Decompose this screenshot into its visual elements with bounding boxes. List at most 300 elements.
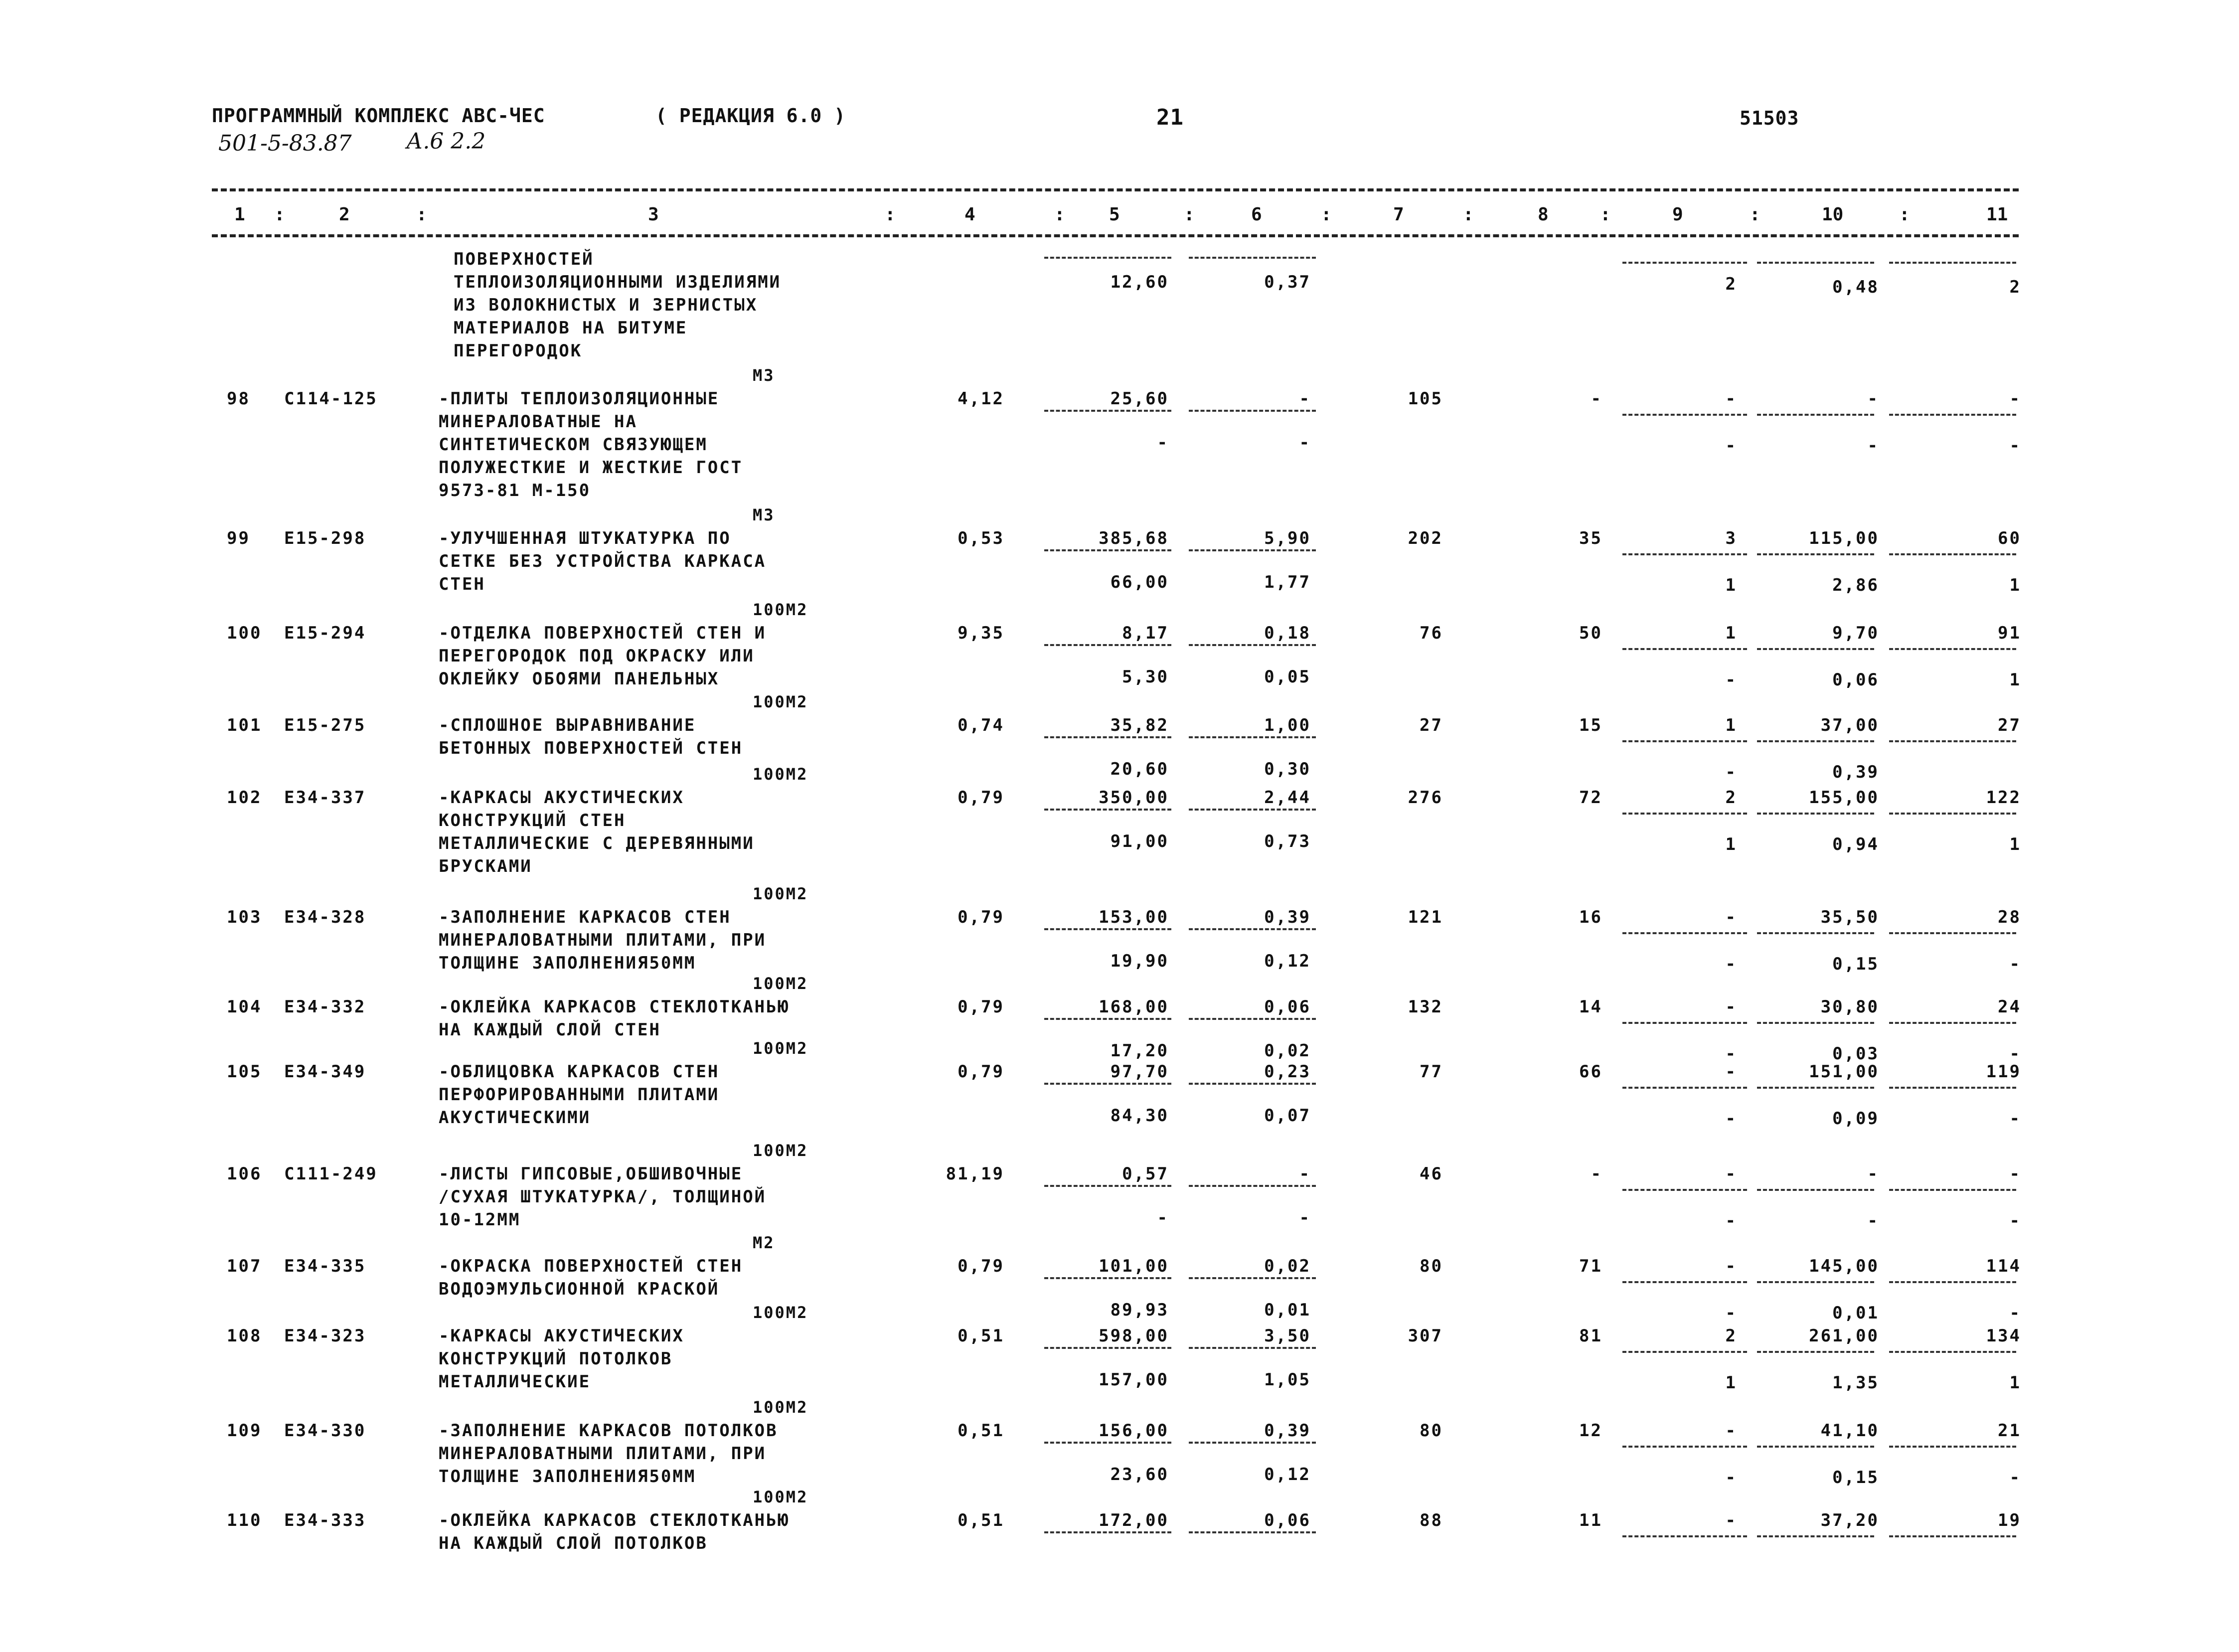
dash-line (1189, 1018, 1316, 1020)
dash-line (1757, 648, 1874, 650)
row-col8: 71 (1579, 1256, 1602, 1276)
column-separator: : (274, 204, 285, 225)
row-col7: 80 (1420, 1256, 1443, 1276)
row-col6-secondary: 1,77 (1264, 572, 1311, 592)
column-header-9: 9 (1672, 204, 1683, 225)
dash-line (1757, 932, 1874, 934)
row-col7: 46 (1420, 1164, 1443, 1184)
row-col9-secondary: 1 (1725, 834, 1737, 854)
row-col11-secondary: - (2009, 1109, 2021, 1129)
row-col11: - (2009, 389, 2021, 409)
dash-line (1889, 813, 2016, 815)
dash-line (1189, 1531, 1316, 1533)
row-code: Е34-335 (284, 1256, 366, 1276)
row-number: 103 (227, 907, 262, 927)
row-col9: 1 (1725, 623, 1737, 643)
dash-line (1757, 1535, 1874, 1537)
dash-line (1889, 553, 2016, 555)
row-col9: 3 (1725, 528, 1737, 548)
row-col11: 24 (1998, 997, 2021, 1017)
row-description-line: КОНСТРУКЦИЙ ПОТОЛКОВ (439, 1349, 673, 1369)
column-separator: : (1321, 204, 1332, 225)
row-col5-secondary: - (1157, 433, 1169, 453)
row-col11-secondary: - (2009, 436, 2021, 456)
dash-line (1889, 740, 2016, 742)
row-code: Е34-330 (284, 1421, 366, 1441)
row-col10-secondary: 0,39 (1832, 762, 1879, 782)
row-col11: 122 (1986, 788, 2021, 808)
column-header-3: 3 (648, 204, 659, 225)
dash-line (1044, 1347, 1171, 1349)
row-col8: - (1591, 1164, 1602, 1184)
row-col11: 21 (1998, 1421, 2021, 1441)
dash-line (1622, 1281, 1747, 1283)
column-separator: : (416, 204, 427, 225)
row-col7: 27 (1420, 715, 1443, 735)
row-col5-secondary: 23,60 (1110, 1465, 1169, 1485)
dash-line (1757, 1446, 1874, 1448)
row-col6: 5,90 (1264, 528, 1311, 548)
column-header-11: 11 (1986, 204, 2008, 225)
row-col5: 101,00 (1099, 1256, 1169, 1276)
dash-line (1044, 736, 1171, 738)
row-code: Е34-323 (284, 1326, 366, 1346)
row-col5: 25,60 (1110, 389, 1169, 409)
row-col4: 0,51 (958, 1326, 1004, 1346)
row-col6-secondary: 0,30 (1264, 759, 1311, 779)
row-col9-secondary: - (1725, 1468, 1737, 1487)
intro-description-line: МАТЕРИАЛОВ НА БИТУМЕ (454, 318, 688, 338)
row-col10-secondary: 2,86 (1832, 575, 1879, 595)
row-code: С111-249 (284, 1164, 378, 1184)
row-col7: 132 (1408, 997, 1443, 1017)
row-col10-secondary: 0,94 (1832, 834, 1879, 854)
column-separator: : (885, 204, 896, 225)
intro-col6: 0,37 (1264, 272, 1311, 292)
row-code: Е15-294 (284, 623, 366, 643)
row-col6-secondary: 0,05 (1264, 667, 1311, 687)
row-col11-secondary: - (2009, 1303, 2021, 1323)
row-number: 106 (227, 1164, 262, 1184)
intro-description-line: ИЗ ВОЛОКНИСТЫХ И ЗЕРНИСТЫХ (454, 295, 758, 315)
row-description-line: -УЛУЧШЕННАЯ ШТУКАТУРКА ПО (439, 528, 731, 548)
row-col6-secondary: 0,73 (1264, 831, 1311, 851)
row-code: Е34-349 (284, 1062, 366, 1082)
dash-line (1189, 1277, 1316, 1279)
row-col6-secondary: - (1299, 433, 1311, 453)
row-col9: - (1725, 1062, 1737, 1082)
row-col4: 0,79 (958, 1256, 1004, 1276)
dash-line (1757, 262, 1874, 264)
row-col10: - (1867, 1164, 1879, 1184)
row-col9-secondary: - (1725, 954, 1737, 974)
row-unit: 100М2 (753, 1398, 808, 1417)
row-col8: 14 (1579, 997, 1602, 1017)
row-col5: 350,00 (1099, 788, 1169, 808)
row-col11: 134 (1986, 1326, 2021, 1346)
row-col5-secondary: 84,30 (1110, 1106, 1169, 1126)
dash-line (1189, 928, 1316, 930)
row-col6-secondary: - (1299, 1208, 1311, 1228)
row-col11-secondary: 1 (2009, 1373, 2021, 1393)
row-code: Е34-337 (284, 788, 366, 808)
row-col5-secondary: 89,93 (1110, 1300, 1169, 1320)
row-col9: - (1725, 1256, 1737, 1276)
row-col4: 0,51 (958, 1510, 1004, 1530)
row-col5: 8,17 (1122, 623, 1169, 643)
row-col8: 66 (1579, 1062, 1602, 1082)
row-col4: 4,12 (958, 389, 1004, 409)
dash-line (1044, 928, 1171, 930)
row-description-line: ТОЛЩИНЕ ЗАПОЛНЕНИЯ50ММ (439, 953, 696, 973)
dash-line (1044, 549, 1171, 551)
row-col5-secondary: 19,90 (1110, 951, 1169, 971)
row-col11-secondary: - (2009, 954, 2021, 974)
row-description-line: КОНСТРУКЦИЙ СТЕН (439, 811, 626, 830)
row-description-line: МИНЕРАЛОВАТНЫЕ НА (439, 412, 638, 432)
dash-line (1044, 1531, 1171, 1533)
dash-line (1757, 1189, 1874, 1191)
dash-line (1757, 1087, 1874, 1089)
dash-line (1044, 1442, 1171, 1444)
intro-description-line: ПЕРЕГОРОДОК (454, 341, 583, 361)
dash-line (1189, 1083, 1316, 1085)
row-unit: 100М2 (753, 1487, 808, 1506)
row-col10-secondary: 0,01 (1832, 1303, 1879, 1323)
header-rule (212, 234, 2019, 237)
dash-line (1889, 932, 2016, 934)
row-col6: 1,00 (1264, 715, 1311, 735)
row-code: Е15-275 (284, 715, 366, 735)
document-code: 51503 (1740, 107, 1799, 129)
row-description-line: ПОЛУЖЕСТКИЕ И ЖЕСТКИЕ ГОСТ (439, 458, 743, 478)
row-description-line: НА КАЖДЫЙ СЛОЙ ПОТОЛКОВ (439, 1533, 708, 1553)
row-col10-secondary: - (1867, 436, 1879, 456)
dash-line (1189, 410, 1316, 412)
row-col9: 1 (1725, 715, 1737, 735)
row-col11-secondary: 1 (2009, 834, 2021, 854)
row-col10-secondary: 0,09 (1832, 1109, 1879, 1129)
row-col7: 88 (1420, 1510, 1443, 1530)
row-description-line: 9573-81 М-150 (439, 481, 591, 500)
row-col6-secondary: 0,01 (1264, 1300, 1311, 1320)
row-col6: 0,18 (1264, 623, 1311, 643)
row-col9-secondary: 1 (1725, 1373, 1737, 1393)
row-col6: 0,39 (1264, 1421, 1311, 1441)
row-description-line: СЕТКЕ БЕЗ УСТРОЙСТВА КАРКАСА (439, 551, 767, 571)
row-col8: - (1591, 389, 1602, 409)
row-col6: 3,50 (1264, 1326, 1311, 1346)
row-unit: 100М2 (753, 974, 808, 993)
album-reference: А.6 2.2 (406, 129, 486, 154)
row-col7: 202 (1408, 528, 1443, 548)
row-col7: 76 (1420, 623, 1443, 643)
dash-line (1189, 1347, 1316, 1349)
row-col9: 2 (1725, 788, 1737, 808)
row-number: 101 (227, 715, 262, 735)
row-col10: 41,10 (1820, 1421, 1879, 1441)
column-header-7: 7 (1393, 204, 1404, 225)
intro-col11: 2 (2009, 277, 2021, 297)
row-col6: 0,02 (1264, 1256, 1311, 1276)
row-col5-secondary: 66,00 (1110, 572, 1169, 592)
dash-line (1044, 257, 1171, 259)
column-header-1: 1 (234, 204, 245, 225)
row-col11: 19 (1998, 1510, 2021, 1530)
dash-line (1622, 740, 1747, 742)
dash-line (1622, 1446, 1747, 1448)
dash-line (1622, 553, 1747, 555)
row-col9-secondary: - (1725, 1044, 1737, 1064)
top-rule (212, 188, 2019, 191)
row-description-line: -КАРКАСЫ АКУСТИЧЕСКИХ (439, 1326, 684, 1346)
row-col5-secondary: 20,60 (1110, 759, 1169, 779)
dash-line (1622, 813, 1747, 815)
row-description-line: -ОКРАСКА ПОВЕРХНОСТЕЙ СТЕН (439, 1256, 743, 1276)
row-description-line: СИНТЕТИЧЕСКОМ СВЯЗУЮЩЕМ (439, 435, 708, 455)
dash-line (1889, 1535, 2016, 1537)
dash-line (1889, 1189, 2016, 1191)
row-unit: 100М2 (753, 600, 808, 619)
row-col9-secondary: - (1725, 1211, 1737, 1231)
row-col10: 30,80 (1820, 997, 1879, 1017)
row-col10: - (1867, 389, 1879, 409)
dash-line (1044, 1185, 1171, 1187)
row-col5-secondary: 157,00 (1099, 1370, 1169, 1390)
row-col4: 9,35 (958, 623, 1004, 643)
row-description-line: ОКЛЕЙКУ ОБОЯМИ ПАНЕЛЬНЫХ (439, 669, 720, 689)
row-col5: 385,68 (1099, 528, 1169, 548)
row-col11: 91 (1998, 623, 2021, 643)
dash-line (1757, 813, 1874, 815)
row-number: 98 (227, 389, 250, 409)
row-col4: 0,79 (958, 788, 1004, 808)
intro-col9: 2 (1725, 274, 1737, 294)
column-separator: : (1054, 204, 1065, 225)
row-code: Е34-333 (284, 1510, 366, 1530)
row-description-line: АКУСТИЧЕСКИМИ (439, 1108, 591, 1128)
row-col11-secondary: - (2009, 1044, 2021, 1064)
row-col5: 598,00 (1099, 1326, 1169, 1346)
row-col9: - (1725, 389, 1737, 409)
row-col7: 121 (1408, 907, 1443, 927)
dash-line (1044, 1083, 1171, 1085)
row-number: 107 (227, 1256, 262, 1276)
row-col10-secondary: 0,15 (1832, 954, 1879, 974)
dash-line (1889, 262, 2016, 264)
row-col9: - (1725, 907, 1737, 927)
row-col8: 11 (1579, 1510, 1602, 1530)
row-col7: 77 (1420, 1062, 1443, 1082)
row-col8: 72 (1579, 788, 1602, 808)
row-col10: 35,50 (1820, 907, 1879, 927)
row-col4: 0,79 (958, 907, 1004, 927)
row-col5: 156,00 (1099, 1421, 1169, 1441)
column-header-5: 5 (1109, 204, 1120, 225)
row-description-line: -КАРКАСЫ АКУСТИЧЕСКИХ (439, 788, 684, 808)
row-col10: 151,00 (1809, 1062, 1879, 1082)
column-separator: : (1750, 204, 1760, 225)
row-col8: 35 (1579, 528, 1602, 548)
dash-line (1044, 410, 1171, 412)
row-col10: 37,20 (1820, 1510, 1879, 1530)
row-col4: 0,74 (958, 715, 1004, 735)
row-col9-secondary: - (1725, 1303, 1737, 1323)
dash-line (1189, 1185, 1316, 1187)
row-number: 102 (227, 788, 262, 808)
dash-line (1889, 1022, 2016, 1024)
column-header-2: 2 (339, 204, 350, 225)
row-col10-secondary: 0,15 (1832, 1468, 1879, 1487)
row-col8: 50 (1579, 623, 1602, 643)
row-description-line: ПЕРФОРИРОВАННЫМИ ПЛИТАМИ (439, 1085, 720, 1105)
row-number: 104 (227, 997, 262, 1017)
dash-line (1044, 1277, 1171, 1279)
dash-line (1189, 549, 1316, 551)
dash-line (1189, 809, 1316, 811)
column-separator: : (1600, 204, 1611, 225)
row-col11: - (2009, 1164, 2021, 1184)
dash-line (1889, 648, 2016, 650)
dash-line (1622, 932, 1747, 934)
row-col7: 307 (1408, 1326, 1443, 1346)
row-description-line: БРУСКАМИ (439, 856, 532, 876)
row-description-line: -СПЛОШНОЕ ВЫРАВНИВАНИЕ (439, 715, 696, 735)
row-col9: - (1725, 1510, 1737, 1530)
dash-line (1622, 1351, 1747, 1353)
program-title: ПРОГРАММНЫЙ КОМПЛЕКС АВС-ЧЕС (212, 105, 545, 127)
row-col8: 15 (1579, 715, 1602, 735)
row-number: 99 (227, 528, 250, 548)
row-col10: 37,00 (1820, 715, 1879, 735)
row-col11: 28 (1998, 907, 2021, 927)
row-col5: 172,00 (1099, 1510, 1169, 1530)
row-col10: 261,00 (1809, 1326, 1879, 1346)
row-col9-secondary: 1 (1725, 575, 1737, 595)
row-col5: 97,70 (1110, 1062, 1169, 1082)
row-description-line: -ОБЛИЦОВКА КАРКАСОВ СТЕН (439, 1062, 720, 1082)
row-col5-secondary: 91,00 (1110, 831, 1169, 851)
row-col10-secondary: - (1867, 1211, 1879, 1231)
column-header-8: 8 (1538, 204, 1549, 225)
row-col9-secondary: - (1725, 762, 1737, 782)
column-separator: : (1184, 204, 1195, 225)
row-unit: М3 (753, 505, 775, 524)
row-description-line: МЕТАЛЛИЧЕСКИЕ (439, 1372, 591, 1392)
row-col5: 168,00 (1099, 997, 1169, 1017)
row-number: 109 (227, 1421, 262, 1441)
column-header-10: 10 (1822, 204, 1844, 225)
row-col5-secondary: 5,30 (1122, 667, 1169, 687)
row-unit: 100М2 (753, 765, 808, 784)
row-col10: 155,00 (1809, 788, 1879, 808)
row-description-line: 10-12ММ (439, 1210, 521, 1230)
intro-col10: 0,48 (1832, 277, 1879, 297)
row-col10: 145,00 (1809, 1256, 1879, 1276)
doc-reference: 501-5-83.87 (218, 131, 352, 156)
row-col6: 0,23 (1264, 1062, 1311, 1082)
dash-line (1622, 648, 1747, 650)
dash-line (1622, 1535, 1747, 1537)
row-col8: 81 (1579, 1326, 1602, 1346)
row-col6: 0,06 (1264, 997, 1311, 1017)
row-description-line: ВОДОЭМУЛЬСИОННОЙ КРАСКОЙ (439, 1279, 720, 1299)
row-col7: 276 (1408, 788, 1443, 808)
dash-line (1757, 1281, 1874, 1283)
row-col6-secondary: 0,02 (1264, 1041, 1311, 1061)
dash-line (1189, 644, 1316, 646)
row-col4: 0,79 (958, 997, 1004, 1017)
dash-line (1622, 1087, 1747, 1089)
row-unit: М2 (753, 1233, 775, 1252)
row-col4: 81,19 (946, 1164, 1004, 1184)
row-description-line: БЕТОННЫХ ПОВЕРХНОСТЕЙ СТЕН (439, 738, 743, 758)
row-col6: 0,06 (1264, 1510, 1311, 1530)
row-unit: 100М2 (753, 1141, 808, 1160)
row-col6: - (1299, 1164, 1311, 1184)
row-col11-secondary: 1 (2009, 670, 2021, 690)
row-code: С114-125 (284, 389, 378, 409)
column-separator: : (1899, 204, 1910, 225)
row-col9: - (1725, 997, 1737, 1017)
dash-line (1757, 1022, 1874, 1024)
row-col5-secondary: - (1157, 1208, 1169, 1228)
row-description-line: -ЗАПОЛНЕНИЕ КАРКАСОВ ПОТОЛКОВ (439, 1421, 778, 1441)
dash-line (1622, 1022, 1747, 1024)
row-col8: 16 (1579, 907, 1602, 927)
row-col11: 27 (1998, 715, 2021, 735)
row-number: 108 (227, 1326, 262, 1346)
row-description-line: НА КАЖДЫЙ СЛОЙ СТЕН (439, 1020, 661, 1040)
row-description-line: /СУХАЯ ШТУКАТУРКА/, ТОЛЩИНОЙ (439, 1187, 767, 1207)
row-col9: - (1725, 1164, 1737, 1184)
dash-line (1044, 644, 1171, 646)
row-col5-secondary: 17,20 (1110, 1041, 1169, 1061)
row-code: Е34-332 (284, 997, 366, 1017)
dash-line (1044, 1018, 1171, 1020)
row-number: 110 (227, 1510, 262, 1530)
row-col11: 114 (1986, 1256, 2021, 1276)
row-unit: 100М2 (753, 1039, 808, 1058)
dash-line (1757, 553, 1874, 555)
dash-line (1889, 1281, 2016, 1283)
row-number: 105 (227, 1062, 262, 1082)
row-description-line: -ОКЛЕЙКА КАРКАСОВ СТЕКЛОТКАНЬЮ (439, 1510, 790, 1530)
row-col9: - (1725, 1421, 1737, 1441)
row-description-line: -ПЛИТЫ ТЕПЛОИЗОЛЯЦИОННЫЕ (439, 389, 720, 409)
row-col9-secondary: - (1725, 436, 1737, 456)
row-description-line: МИНЕРАЛОВАТНЫМИ ПЛИТАМИ, ПРИ (439, 1444, 767, 1464)
column-header-4: 4 (964, 204, 975, 225)
column-separator: : (1463, 204, 1474, 225)
row-col6-secondary: 0,07 (1264, 1106, 1311, 1126)
row-col10-secondary: 0,06 (1832, 670, 1879, 690)
row-col11: 119 (1986, 1062, 2021, 1082)
row-col11-secondary: 1 (2009, 575, 2021, 595)
dash-line (1622, 414, 1747, 416)
row-col4: 0,51 (958, 1421, 1004, 1441)
dash-line (1757, 1351, 1874, 1353)
row-description-line: СТЕН (439, 574, 485, 594)
row-unit: 100М2 (753, 1303, 808, 1322)
row-col11: 60 (1998, 528, 2021, 548)
row-description-line: -ЛИСТЫ ГИПСОВЫЕ,ОБШИВОЧНЫЕ (439, 1164, 743, 1184)
row-description-line: -ОТДЕЛКА ПОВЕРХНОСТЕЙ СТЕН И (439, 623, 767, 643)
row-col5: 153,00 (1099, 907, 1169, 927)
row-number: 100 (227, 623, 262, 643)
row-col10-secondary: 1,35 (1832, 1373, 1879, 1393)
row-col11-secondary: - (2009, 1468, 2021, 1487)
